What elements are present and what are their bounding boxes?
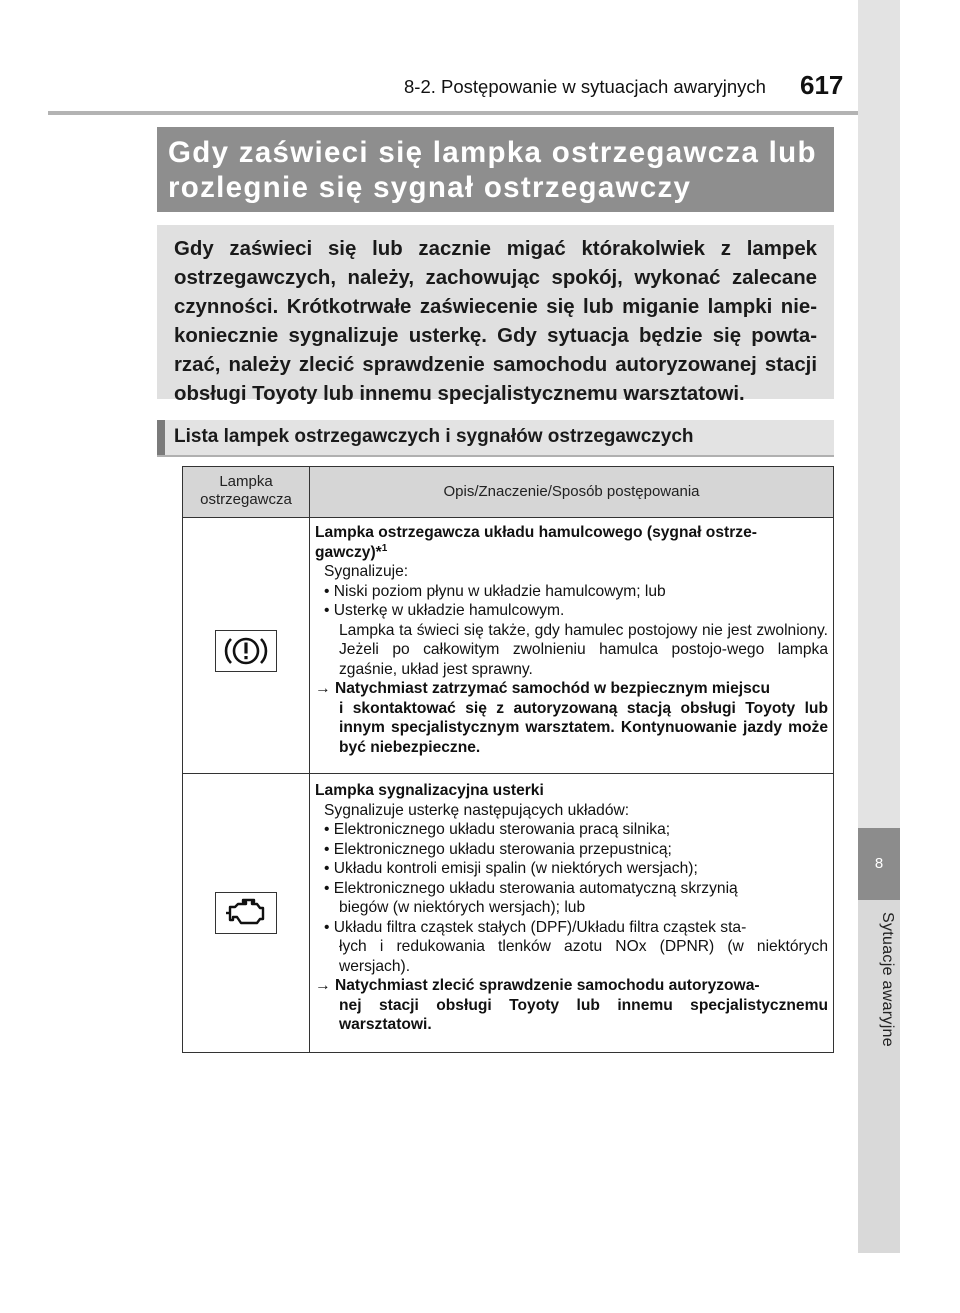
row2-bullet: • Elektronicznego układu sterowania automatyczną skrzynią — [324, 879, 738, 897]
page-number: 617 — [800, 70, 844, 100]
row2-bullet: • Układu kontroli emisji spalin (w niektórych wersjach); — [324, 860, 698, 877]
engine-check-lamp — [215, 892, 277, 934]
list-heading-box — [157, 420, 834, 455]
column-divider — [309, 467, 310, 1052]
side-tab-upper — [858, 0, 900, 828]
section-header: 8-2. Postępowanie w sytuacjach awaryjnych — [404, 76, 766, 97]
row1-title-text: Lampka ostrzegawcza układu hamulcowego (sygnał ostrze-gawczy)* — [315, 524, 757, 561]
row1-bullet: • Niski poziom płynu w układzie hamulcowym; lub — [324, 582, 666, 600]
row2-bullet-cont: biegów (w niektórych wersjach); lub — [339, 899, 586, 916]
list-heading: Lista lampek ostrzegawczych i sygnałów ostrzegawczych — [174, 426, 694, 447]
brake-warning-icon — [216, 631, 276, 671]
table-row — [315, 523, 828, 757]
row1-footnote-ref: 1 — [381, 542, 388, 554]
table-header — [183, 467, 833, 518]
row1-bullet: • Usterkę w układzie hamulcowym. — [324, 602, 565, 619]
row1-action-rest: i skontaktować się z autoryzowaną stacją obsługi Toyoty lub innym specjalistycznym warsztatem. Kontynuowanie jazdy może być niebezpieczne. — [339, 699, 828, 756]
row1-action-first — [315, 679, 828, 699]
list-heading-divider — [157, 455, 834, 457]
section-title-line1: Gdy zaświeci się lampka ostrzegawcza lub — [168, 136, 817, 169]
arrow-icon: → — [315, 680, 331, 697]
table-header-lamp — [183, 473, 309, 509]
row2-title: Lampka sygnalizacyjna usterki — [315, 782, 544, 799]
row2-action-first — [315, 976, 828, 996]
chapter-title-label: Sytuacje awaryjne — [879, 912, 896, 1047]
header-divider — [48, 111, 858, 115]
table-header-lamp-line1: Lampka — [219, 473, 273, 490]
table-row — [315, 781, 828, 1035]
engine-check-icon — [216, 893, 276, 933]
side-tab-strip — [858, 0, 900, 1253]
section-title-box — [157, 127, 834, 212]
warning-lights-table — [182, 466, 834, 1053]
row1-action-first-text: Natychmiast zatrzymać samochód w bezpiecznym miejscu — [334, 680, 770, 697]
brake-warning-lamp — [215, 630, 277, 672]
intro-box — [157, 225, 834, 405]
row1-lead: Sygnalizuje: — [324, 563, 409, 580]
row1-note: Lampka ta świeci się także, gdy hamulec postojowy nie jest zwolniony. Jeżeli po całkowitym zwolnieniu hamulca postojo-wego lampka zgaśnie, układ jest sprawny. — [339, 621, 828, 678]
section-title-line2: rozlegnie się sygnał ostrzegawczy — [168, 171, 692, 204]
intro-text: Gdy zaświeci się lub zacznie migać którakolwiek z lampek ostrzegawczych, należy, zachowując spokój, wykonać zalecane czynności. Krótkotrwałe zaświecenie się lub miganie lampki nie-koniecznie sygnalizuje usterkę. Gdy sytuacja będzie się powta-rzać, należy zlecić sprawdzenie samochodu autoryzowanej stacji obsługi Toyoty lub innemu specjalistycznemu warsztatowi. — [174, 238, 817, 405]
table-header-lamp-line2: ostrzegawcza — [200, 491, 292, 508]
row2-bullet-cont: łych i redukowania tlenków azotu NOx (DPNR) (w niektórych wersjach). — [339, 938, 828, 975]
chapter-number-tab[interactable]: 8 — [858, 828, 900, 900]
row-divider — [183, 773, 833, 774]
row2-bullet: • Układu filtra cząstek stałych (DPF)/Układu filtra cząstek sta- — [324, 918, 747, 936]
list-heading-accent — [157, 420, 165, 455]
row2-bullet: • Elektronicznego układu sterowania przepustnicą; — [324, 840, 672, 858]
row2-bullet: • Elektronicznego układu sterowania pracą silnika; — [324, 821, 671, 838]
row1-title — [315, 523, 828, 562]
arrow-icon: → — [315, 977, 331, 994]
row2-lead: Sygnalizuje usterkę następujących układów: — [324, 801, 630, 819]
table-header-description: Opis/Znaczenie/Sposób postępowania — [443, 483, 700, 500]
row2-action-first-text: Natychmiast zlecić sprawdzenie samochodu autoryzowa- — [334, 977, 760, 994]
row2-action-rest: nej stacji obsługi Toyoty lub innemu specjalistycznemu warsztatowi. — [339, 996, 828, 1033]
